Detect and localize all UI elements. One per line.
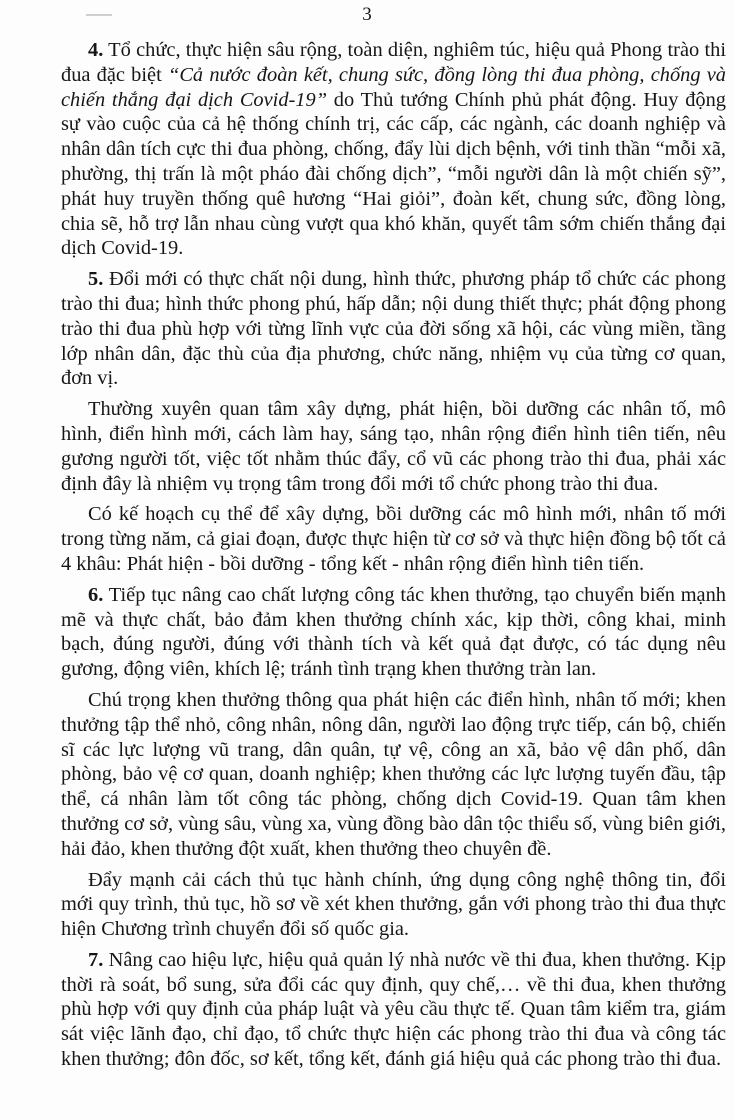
paragraph — [61, 397, 726, 496]
campaign-quote: “Cả nước đoàn kết, chung sức, đồng lòng thi đua phòng, chống và chiến thắng đại dịch Covid-19” — [61, 63, 726, 111]
text-run: Tổ chức, thực hiện sâu rộng, toàn diện, nghiêm túc, hiệu quả Phong trào thi đua đặc biệt — [61, 39, 726, 86]
text-run: Có kế hoạch cụ thể để xây dựng, bồi dưỡng các mô hình mới, nhân tố mới trong từng năm, cả giai đoạn, được thực hiện từ cơ sở và thực hiện đồng bộ tốt cả 4 khâu: Phát hiện - bồi dưỡng - tổng kết - nhân rộng điển hình tiên tiến. — [61, 503, 726, 575]
paragraph — [61, 948, 726, 1072]
paragraph — [61, 38, 726, 261]
section-number: 7. — [88, 948, 104, 971]
document-body — [61, 38, 726, 1078]
text-run: Đổi mới có thực chất nội dung, hình thức, phương pháp tổ chức các phong trào thi đua; hình thức phong phú, hấp dẫn; nội dung thiết thực; phát động phong trào thi đua phù hợp với từng lĩnh vực của đời sống xã hội, các vùng miền, tầng lớp nhân dân, đặc thù của địa phương, chức năng, nhiệm vụ của từng cơ quan, đơn vị. — [61, 268, 726, 390]
paragraph — [61, 267, 726, 391]
text-run: Tiếp tục nâng cao chất lượng công tác khen thưởng, tạo chuyển biến mạnh mẽ và thực chất, bảo đảm khen thưởng chính xác, kịp thời, công khai, minh bạch, đúng người, đúng với thành tích và kết quả đạt được, có tác dụng nêu gương, động viên, khích lệ; tránh tình trạng khen thưởng tràn lan. — [61, 583, 726, 681]
text-run: Nâng cao hiệu lực, hiệu quả quản lý nhà nước về thi đua, khen thưởng. Kịp thời rà soát, bổ sung, sửa đổi các quy định, quy chế,… về thi đua, khen thưởng phù hợp với quy định của pháp luật và yêu cầu thực tế. Quan tâm kiểm tra, giám sát việc lãnh đạo, chỉ đạo, tổ chức thực hiện các phong trào thi đua và công tác khen thưởng; đôn đốc, sơ kết, tổng kết, đánh giá hiệu quả các phong trào thi đua. — [61, 948, 726, 1071]
paragraph — [61, 502, 726, 576]
text-run: do Thủ tướng Chính phủ phát động. Huy động sự vào cuộc của cả hệ thống chính trị, các cấp, các ngành, các doanh nghiệp và nhân dân tích cực thi đua phòng, chống, đẩy lùi dịch bệnh, với tinh thần “mỗi xã, phường, thị trấn là một pháo đài chống dịch”, “mỗi người dân là một chiến sỹ”, phát huy truyền thống quê hương “Hai giỏi”, đoàn kết, chung sức, đồng lòng, chia sẽ, hỗ trợ lẫn nhau cùng vượt qua khó khăn, quyết tâm sớm chiến thắng đại dịch Covid-19. — [61, 88, 726, 260]
text-run: Đẩy mạnh cải cách thủ tục hành chính, ứng dụng công nghệ thông tin, đổi mới quy trình, thủ tục, hồ sơ về xét khen thưởng, gắn với phong trào thi đua thực hiện Chương trình chuyển đổi số quốc gia. — [61, 868, 726, 941]
paragraph — [61, 868, 726, 942]
page-number: 3 — [362, 4, 372, 25]
text-run: Chú trọng khen thưởng thông qua phát hiện các điển hình, nhân tố mới; khen thưởng tập thể nhỏ, công nhân, nông dân, người lao động trực tiếp, cán bộ, chiến sĩ các lực lượng vũ trang, dân quân, tự vệ, công an xã, bảo vệ dân phố, dân phòng, bảo vệ cơ quan, doanh nghiệp; khen thưởng các lực lượng tuyến đầu, tập thể, cá nhân làm tốt công tác phòng, chống dịch Covid-19. Quan tâm khen thưởng cơ sở, vùng sâu, vùng xa, vùng đồng bào dân tộc thiểu số, vùng biên giới, hải đảo, khen thưởng đột xuất, khen thưởng theo chuyên đề. — [61, 688, 726, 860]
paragraph — [61, 688, 726, 862]
section-number: 5. — [88, 268, 104, 291]
section-number: 4. — [88, 39, 104, 61]
text-run: Thường xuyên quan tâm xây dựng, phát hiện, bồi dưỡng các nhân tố, mô hình, điển hình mới, cách làm hay, sáng tạo, nhân rộng điển hình tiên tiến, nêu gương người tốt, việc tốt nhằm thúc đẩy, cổ vũ các phong trào thi đua, phải xác định đây là nhiệm vụ trọng tâm trong đổi mới tổ chức phong trào thi đua. — [61, 398, 726, 495]
section-number: 6. — [88, 583, 104, 606]
paragraph — [61, 583, 726, 682]
